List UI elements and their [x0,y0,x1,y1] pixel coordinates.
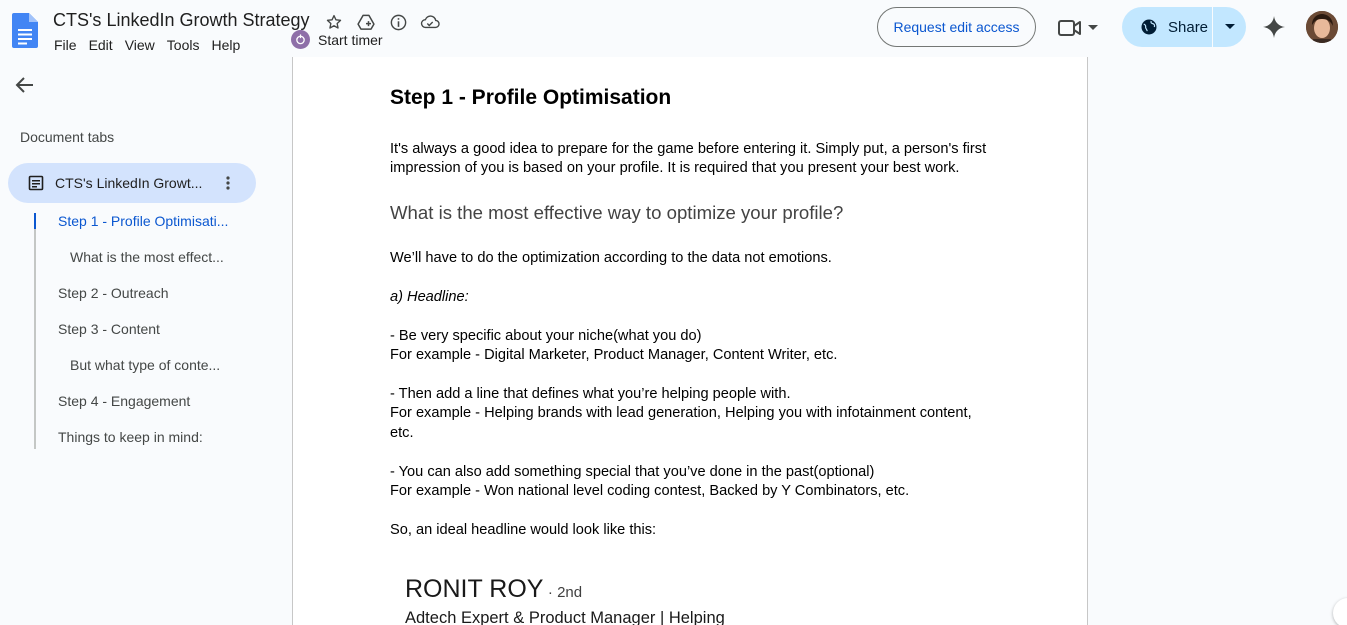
profile-degree: · 2nd [547,584,583,601]
document-title[interactable]: CTS's LinkedIn Growth Strategy [53,10,310,30]
video-call-icon [1058,19,1082,37]
star-icon[interactable] [324,12,344,32]
intro-line-1: It's always a good idea to prepare for the game before entering it. Simply put, a person's first [390,141,987,157]
outline-item-things-to-keep[interactable]: Things to keep in mind: [58,429,203,445]
move-to-drive-icon[interactable] [356,12,376,32]
profile-name: RONIT ROY [405,575,544,603]
outline-guide-line [34,213,36,449]
outline-item-step-1[interactable]: Step 1 - Profile Optimisati... [58,213,229,229]
outline-item-step-3[interactable]: Step 3 - Content [58,321,160,337]
cloud-saved-icon[interactable] [420,12,440,32]
globe-icon [1140,18,1158,36]
share-button[interactable] [1122,7,1212,47]
heading-step-1: Step 1 - Profile Optimisation [390,86,672,109]
example-special: For example - Won national level coding contest, Backed by Y Combinators, etc. [390,483,910,499]
request-edit-access-button[interactable]: Request edit access [877,7,1036,47]
chevron-down-icon [1088,25,1098,31]
bullet-special: - You can also add something special that you’ve done in the past(optional) [390,464,875,480]
outline-item-step-4[interactable]: Step 4 - Engagement [58,393,191,409]
intro-line-2: impression of you is based on your profile. It is required that you present your best work. [390,160,960,176]
back-arrow-icon[interactable] [13,73,37,97]
document-tabs-heading: Document tabs [20,129,115,145]
video-call-button[interactable] [1058,12,1108,44]
gemini-icon[interactable] [1262,15,1286,39]
avatar[interactable] [1306,11,1338,43]
share-options-button[interactable] [1213,7,1246,47]
outline-item-content-type[interactable]: But what type of conte... [70,357,221,373]
example-helping-line-1: For example - Helping brands with lead generation, Helping you with infotainment content, [390,405,972,421]
data-line: We’ll have to do the optimization according to the data not emotions. [390,250,832,266]
heading-optimize: What is the most effective way to optimize your profile? [390,202,844,223]
ideal-headline-line: So, an ideal headline would look like this: [390,522,657,538]
example-helping-line-2: etc. [390,425,414,441]
tab-label: CTS's LinkedIn Growt... [55,175,203,191]
top-bar [0,0,1347,57]
bullet-helping: - Then add a line that defines what you’re helping people with. [390,386,791,402]
example-niche: For example - Digital Marketer, Product Manager, Content Writer, etc. [390,347,838,363]
menu-view[interactable]: View [124,37,155,53]
menu-bar [48,35,246,55]
menu-tools[interactable]: Tools [166,37,200,53]
title-icons [324,12,440,32]
document-page[interactable] [292,57,1088,625]
timer-icon [291,30,310,49]
docs-logo[interactable] [12,13,38,48]
profile-headline: Adtech Expert & Product Manager | Helping [405,609,725,625]
share-label: Share [1168,18,1209,36]
menu-file[interactable]: File [54,37,77,53]
timer-label: Start timer [318,31,383,48]
start-timer-button[interactable] [291,30,383,49]
bullet-niche: - Be very specific about your niche(what you do) [390,328,702,344]
menu-edit[interactable]: Edit [88,37,113,53]
menu-help[interactable]: Help [211,37,241,53]
outline-item-step-2[interactable]: Step 2 - Outreach [58,285,169,301]
headline-label: a) Headline: [390,289,469,305]
info-icon[interactable] [388,12,408,32]
chevron-down-icon [1225,24,1235,30]
tab-document[interactable] [8,163,256,203]
document-outline-sidebar [0,57,292,625]
profile-headline-example-image [405,575,805,625]
outline-item-optimize[interactable]: What is the most effect... [70,249,224,265]
more-options-icon[interactable] [218,173,238,193]
share-button-group [1122,7,1246,47]
outline-active-indicator [34,213,36,229]
document-icon [28,175,44,191]
